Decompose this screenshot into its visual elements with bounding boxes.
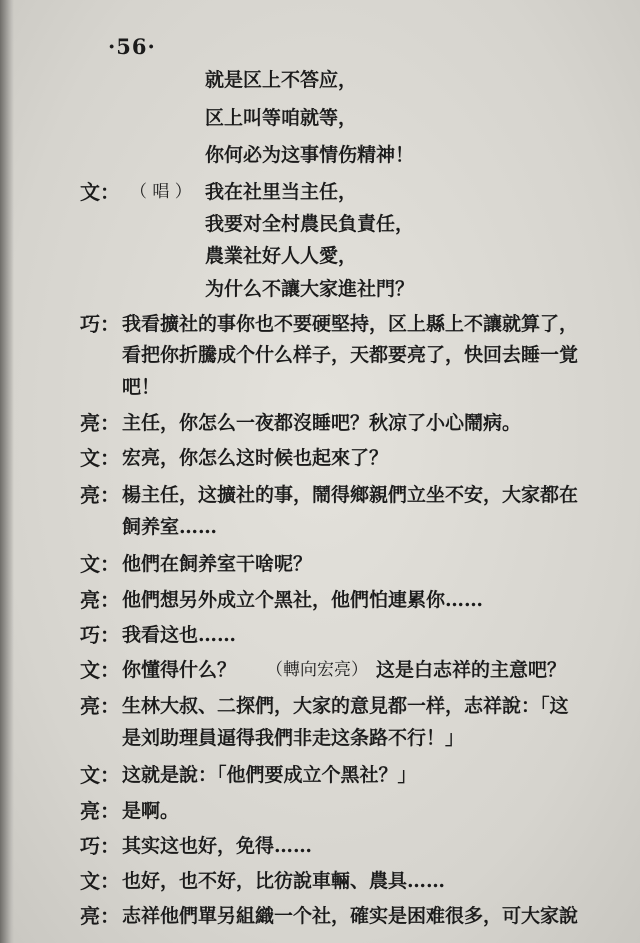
- speaker-label: 亮：: [80, 411, 120, 435]
- text-line: 为什么不讓大家進社門？: [205, 278, 415, 300]
- text-line: 这是白志祥的主意吧？: [376, 659, 567, 681]
- text-line: 宏亮，你怎么这时候也起來了？: [122, 447, 389, 469]
- text-line: 吧！: [122, 376, 161, 398]
- page-gutter-shadow: [0, 0, 14, 943]
- text-line: 他們在飼养室干啥呢？: [122, 553, 313, 575]
- text-line: 志祥他們單另組織一个社，確实是困难很多，可大家說: [122, 905, 579, 927]
- text-line: 你懂得什么？: [122, 659, 237, 681]
- text-line: 其实这也好，免得……: [122, 835, 313, 857]
- speaker-label: 亮：: [80, 483, 120, 507]
- text-line: 也好，也不好，比彷說車輛、農具……: [122, 870, 446, 892]
- speaker-label: 亮：: [80, 694, 120, 718]
- speaker-label: 巧：: [80, 834, 120, 858]
- text-line: 我在社里当主任，: [205, 181, 358, 203]
- speaker-label: 文：: [80, 658, 120, 682]
- text-line: 看把你折騰成个什么样子，天都要亮了，快回去睡一覚: [122, 344, 579, 366]
- speaker-label: 巧：: [80, 623, 120, 647]
- text-line: 是啊。: [122, 800, 180, 822]
- speaker-label: 亮：: [80, 904, 120, 928]
- text-line: 生林大叔、二探們，大家的意見都一样，志祥說：「这: [122, 695, 569, 717]
- page-number: ·56·: [108, 34, 156, 59]
- stage-direction: （轉向宏亮）: [266, 660, 368, 680]
- text-line: 是刘助理員逼得我們非走这条路不行！」: [122, 727, 465, 749]
- speaker-label: 文：: [80, 869, 120, 893]
- text-line: 我看这也……: [122, 624, 237, 646]
- speaker-label: 文：: [80, 180, 120, 204]
- text-line: 飼养室……: [122, 516, 218, 538]
- text-line: 我要对全村農民負責任，: [205, 213, 415, 235]
- text-line: 我看擴社的事你也不要硬堅持，区上縣上不讓就算了，: [122, 313, 579, 335]
- text-line: 这就是說：「他們要成立个黑社？」: [122, 764, 417, 786]
- text-line: 農業社好人人愛，: [205, 245, 358, 267]
- speaker-label: 亮：: [80, 799, 120, 823]
- text-line: 你何必为这事情伤精神！: [205, 144, 415, 166]
- text-line: 就是区上不答应，: [205, 69, 358, 91]
- speaker-label: 文：: [80, 552, 120, 576]
- text-line: 楊主任，这擴社的事，鬧得鄉親們立坐不安，大家都在: [122, 484, 579, 506]
- text-line: 他們想另外成立个黑社，他們怕連累你……: [122, 589, 484, 611]
- speaker-label: 巧：: [80, 312, 120, 336]
- stage-direction: （ 唱 ）: [130, 182, 192, 202]
- text-line: 区上叫等咱就等，: [205, 107, 358, 129]
- speaker-label: 亮：: [80, 588, 120, 612]
- text-line: 主任，你怎么一夜都沒睡吧？秋凉了小心鬧病。: [122, 412, 522, 434]
- speaker-label: 文：: [80, 763, 120, 787]
- speaker-label: 文：: [80, 446, 120, 470]
